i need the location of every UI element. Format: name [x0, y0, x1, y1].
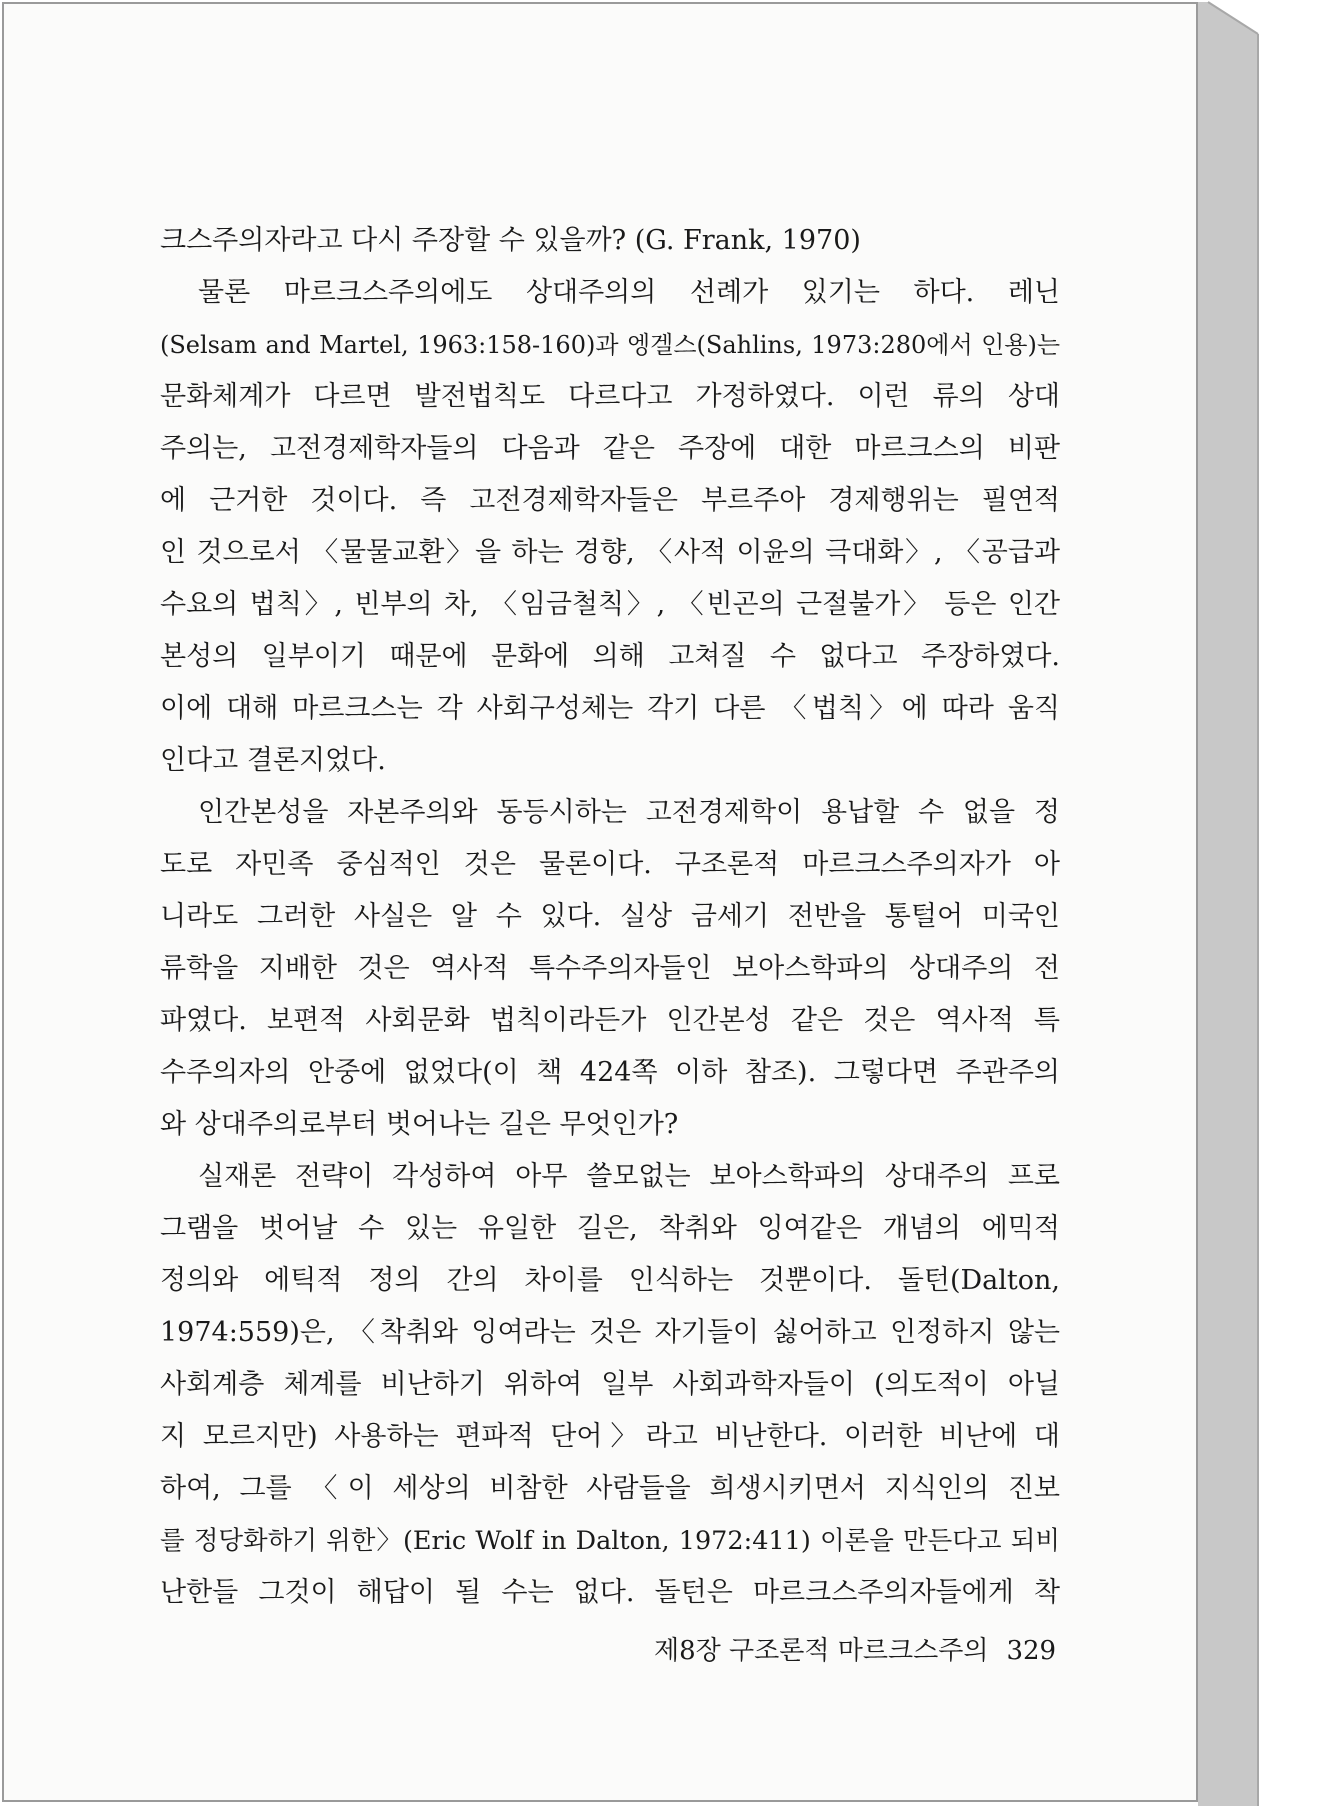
text-line-18: 와 상대주의로부터 벗어나는 길은 무엇인가?: [160, 1109, 679, 1140]
text-line-4: 문화체계가 다르면 발전법칙도 다르다고 가정하였다. 이런 류의 상대: [160, 381, 1060, 412]
text-line-19: 실재론 전략이 각성하여 아무 쓸모없는 보아스학파의 상대주의 프로: [198, 1161, 1060, 1192]
text-line-14: 니라도 그러한 사실은 알 수 있다. 실상 금세기 전반을 통털어 미국인: [160, 901, 1060, 932]
text-line-25: 하여, 그를 〈이 세상의 비참한 사람들을 희생시키면서 지식인의 진보: [160, 1473, 1060, 1504]
page-footer: [654, 1626, 1057, 1676]
book-page: [2, 2, 1198, 1802]
text-line-23: 사회계층 체계를 비난하기 위하여 일부 사회과학자들이 (의도적이 아닐: [160, 1369, 1060, 1400]
text-line-1: 크스주의자라고 다시 주장할 수 있을까? (G. Frank, 1970): [160, 225, 861, 256]
text-line-11: 인다고 결론지었다.: [160, 745, 386, 776]
text-line-2: 물론 마르크스주의에도 상대주의의 선례가 있기는 하다. 레닌: [198, 277, 1060, 308]
text-line-20: 그램을 벗어날 수 있는 유일한 길은, 착취와 잉여같은 개념의 에믹적: [160, 1213, 1060, 1244]
text-line-5: 주의는, 고전경제학자들의 다음과 같은 주장에 대한 마르크스의 비판: [160, 433, 1060, 464]
text-line-9: 본성의 일부이기 때문에 문화에 의해 고쳐질 수 없다고 주장하였다.: [160, 641, 1060, 672]
text-line-16: 파였다. 보편적 사회문화 법칙이라든가 인간본성 같은 것은 역사적 특: [160, 1005, 1060, 1036]
text-line-22: 1974:559)은, 〈착취와 잉여라는 것은 자기들이 싫어하고 인정하지 않는: [160, 1317, 1060, 1348]
text-line-21: 정의와 에틱적 정의 간의 차이를 인식하는 것뿐이다. 돌턴(Dalton,: [160, 1265, 1060, 1296]
text-line-8: 수요의 법칙〉, 빈부의 차, 〈임금철칙〉, 〈빈곤의 근절불가〉 등은 인간: [160, 589, 1060, 620]
text-line-7: 인 것으로서 〈물물교환〉을 하는 경향, 〈사적 이윤의 극대화〉, 〈공급과: [160, 537, 1060, 568]
text-line-13: 도로 자민족 중심적인 것은 물론이다. 구조론적 마르크스주의자가 아: [160, 849, 1060, 880]
page-number: 329: [1006, 1636, 1057, 1666]
text-line-24: 지 모르지만) 사용하는 편파적 단어〉라고 비난한다. 이러한 비난에 대: [160, 1421, 1060, 1452]
text-line-17: 수주의자의 안중에 없었다(이 책 424쪽 이하 참조). 그렇다면 주관주의: [160, 1057, 1060, 1088]
chapter-title: 제8장 구조론적 마르크스주의: [654, 1636, 989, 1666]
text-line-15: 류학을 지배한 것은 역사적 특수주의자들인 보아스학파의 상대주의 전: [160, 953, 1060, 984]
text-line-27: 난한들 그것이 해답이 될 수는 없다. 돌턴은 마르크스주의자들에게 착: [160, 1577, 1060, 1608]
text-line-6: 에 근거한 것이다. 즉 고전경제학자들은 부르주아 경제행위는 필연적: [160, 485, 1060, 516]
text-line-26: 를 정당화하기 위한〉(Eric Wolf in Dalton, 1972:411) 이론을 만든다고 되비: [160, 1526, 1060, 1556]
text-line-12: 인간본성을 자본주의와 동등시하는 고전경제학이 용납할 수 없을 정: [198, 797, 1060, 828]
text-line-10: 이에 대해 마르크스는 각 사회구성체는 각기 다른 〈법칙〉에 따라 움직: [160, 693, 1060, 724]
text-line-3: (Selsam and Martel, 1963:158-160)과 엥겔스(Sahlins, 1973:280에서 인용)는: [160, 331, 1060, 359]
